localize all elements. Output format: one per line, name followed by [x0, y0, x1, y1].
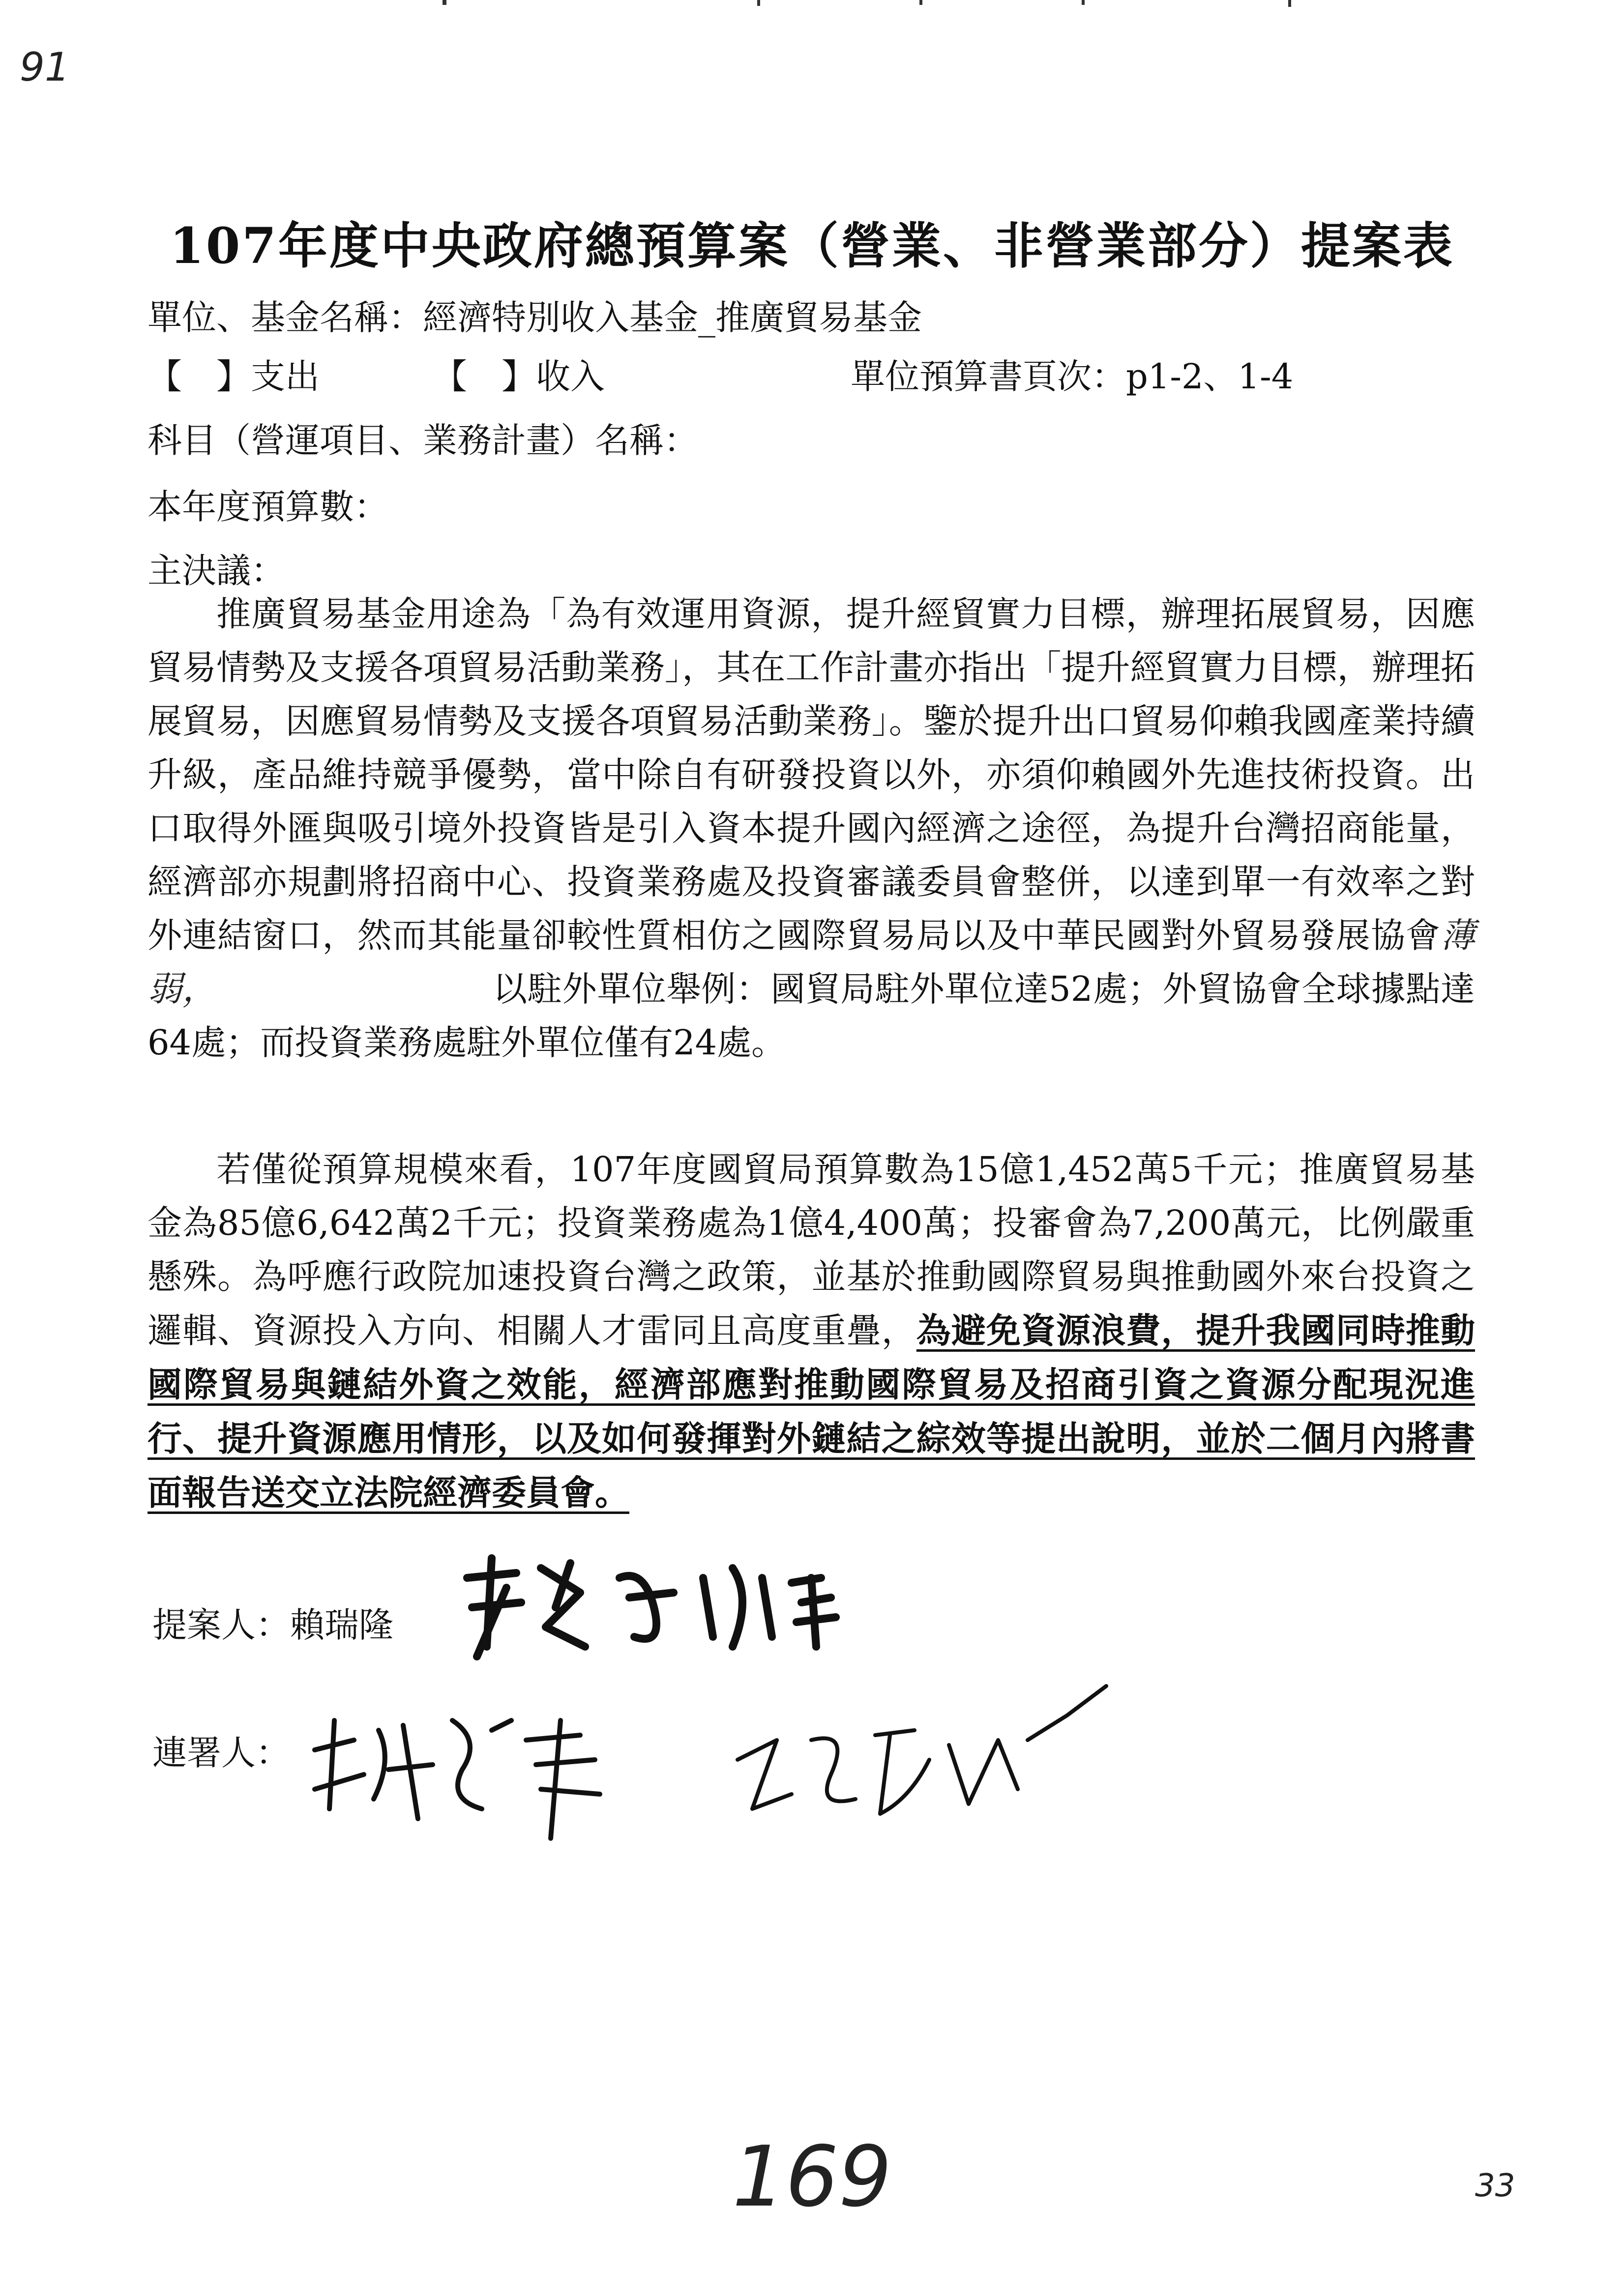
- cosigner-row: [152, 1725, 290, 1775]
- paragraph-2-underlined: 為避免資源浪費，提升我國同時推動國際貿易與鏈結外資之效能，經濟部應對推動國際貿易及招商引資之資源分配現況進行、提升資源應用情形，以及如何發揮對外鏈結之綜效等提出說明，並於二個月內將書面報告送交立法院經濟委員會。: [148, 1310, 1476, 1513]
- budget-amount-row: 本年度預算數：: [148, 487, 388, 527]
- handwritten-corner-number: 33: [1475, 2168, 1515, 2204]
- handwritten-insertion: 薄弱，: [148, 915, 1475, 1009]
- resolution-paragraph-1: [148, 587, 1475, 1070]
- resolution-label: 主決議：: [148, 551, 285, 591]
- resolution-paragraph-2: [148, 1143, 1475, 1520]
- proposer-name: 賴瑞隆: [290, 1605, 393, 1645]
- budget-page-text: 單位預算書頁次：p1-2、1-4: [851, 356, 1294, 397]
- unit-fund-row: [148, 290, 922, 340]
- proposer-label: 提案人：: [152, 1605, 290, 1645]
- handwritten-corner-note: 91: [20, 44, 70, 90]
- cosigner-signature-2: [723, 1671, 1116, 1838]
- income-row: [433, 349, 605, 399]
- paragraph-1-tail: 以駐外單位舉例：國貿局駐外單位達52處；外貿協會全球據點達64處；而投資業務處駐外單位僅有24處。: [148, 969, 1476, 1063]
- type-row: [148, 349, 320, 399]
- handwritten-page-number: 169: [732, 2128, 892, 2226]
- budget-page-ref: [851, 349, 1293, 399]
- scan-top-marks: [0, 0, 1624, 15]
- unit-fund-label: 單位、基金名稱：: [148, 297, 423, 338]
- paragraph-2-text: 若僅從預算規模來看，107年度國貿局預算數為15億1,452萬5千元；推廣貿易基金為85億6,642萬2千元；投資業務處為1億4,400萬；投審會為7,200萬元，比例嚴重懸殊。為呼應行政院加速投資台灣之政策，並基於推動國際貿易與推動國外來台投資之邏輯、資源投入方向、相關人才雷同且高度重疊，: [148, 1149, 1475, 1351]
- document-title: 107年度中央政府總預算案（營業、非營業部分）提案表: [170, 217, 1454, 275]
- cosigner-label: 連署人：: [152, 1733, 290, 1773]
- unit-fund-value: 經濟特別收入基金_推廣貿易基金: [423, 297, 922, 338]
- cosigner-signature-1: [305, 1691, 610, 1858]
- subject-row: 科目（營運項目、業務計畫）名稱：: [148, 420, 698, 461]
- proposer-signature: [457, 1548, 851, 1666]
- proposer-row: [152, 1598, 393, 1647]
- income-checkbox-label: 【 】收入: [433, 356, 605, 397]
- paragraph-1-text: 推廣貿易基金用途為「為有效運用資源，提升經貿實力目標，辦理拓展貿易，因應貿易情勢及支援各項貿易活動業務」，其在工作計畫亦指出「提升經貿實力目標，辦理拓展貿易，因應貿易情勢及支援各項貿易活動業務」。鑒於提升出口貿易仰賴我國產業持續升級，產品維持競爭優勢，當中除自有研發投資以外，亦須仰賴國外先進技術投資。出口取得外匯與吸引境外投資皆是引入資本提升國內經濟之途徑，為提升台灣招商能量，經濟部亦規劃將招商中心、投資業務處及投資審議委員會整併，以達到單一有效率之對外連結窗口，然而其能量卻較性質相仿之國際貿易局以及中華民國對外貿易發展協會: [148, 594, 1475, 956]
- expense-checkbox-label: 【 】支出: [148, 356, 320, 397]
